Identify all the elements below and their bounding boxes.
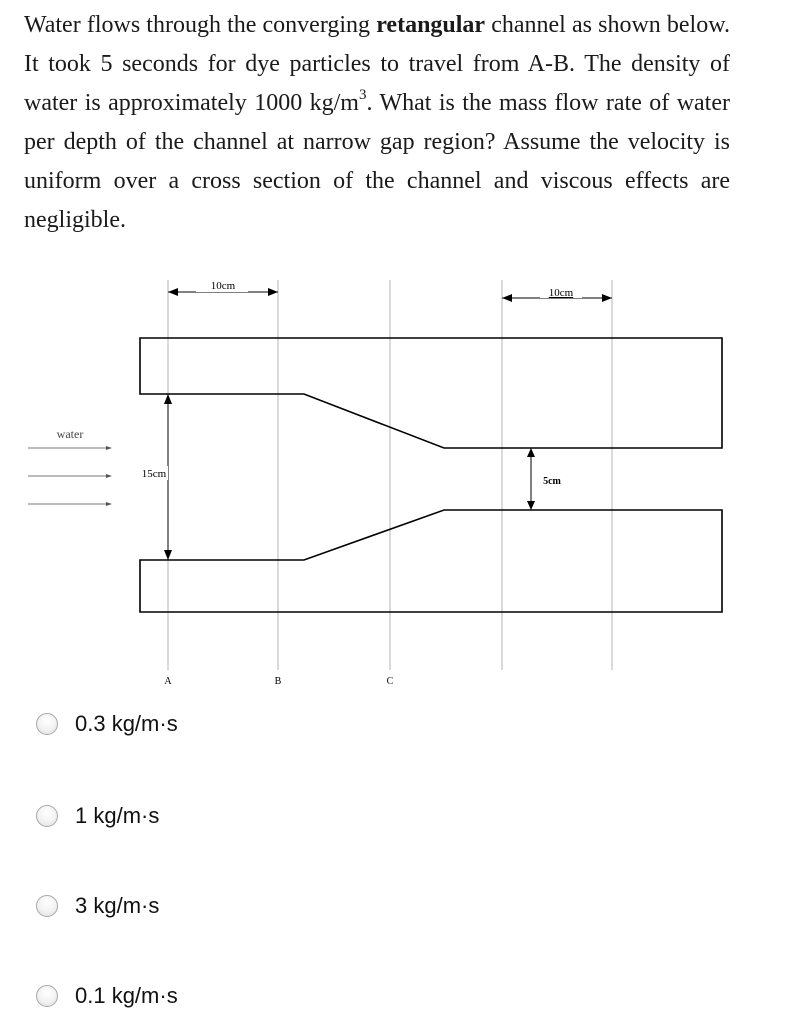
question-part-1: Water flows through the converging bbox=[24, 12, 377, 38]
answer-option-1[interactable] bbox=[36, 704, 178, 744]
question-text bbox=[24, 6, 730, 240]
answer-option-label[interactable]: 1 kg/m·s bbox=[75, 803, 160, 828]
question-part-3: . What is the mass flow rate of water per depth of the channel at narrow gap region? Assume the velocity is uniform over a cross section of the channel and viscous effects are negligible. bbox=[24, 90, 730, 233]
question-superscript: 3 bbox=[358, 87, 367, 103]
station-b-label: B bbox=[274, 676, 282, 687]
answer-option-4[interactable] bbox=[36, 976, 178, 1016]
question-part-2: channel as shown below. It took 5 seconds for dye particles to travel from A-B. The density of water is approximately 1000 kg/m bbox=[24, 12, 730, 116]
radio-button[interactable] bbox=[36, 713, 58, 735]
top-right-dimension-label: 10cm bbox=[548, 287, 574, 299]
station-c-label: C bbox=[386, 676, 394, 687]
upper-wall bbox=[140, 338, 722, 448]
answer-option-label[interactable]: 0.3 kg/m·s bbox=[75, 711, 178, 736]
water-label: water bbox=[56, 427, 84, 441]
answer-option-label[interactable]: 3 kg/m·s bbox=[75, 893, 160, 918]
question-bold-word: retangular bbox=[376, 12, 486, 38]
answer-option-3[interactable] bbox=[36, 886, 159, 926]
lower-wall bbox=[140, 510, 722, 612]
radio-button[interactable] bbox=[36, 985, 58, 1007]
left-gap-label: 15cm bbox=[141, 468, 167, 480]
station-a-label: A bbox=[164, 676, 172, 687]
radio-button[interactable] bbox=[36, 805, 58, 827]
answer-option-2[interactable] bbox=[36, 796, 159, 836]
right-gap-label: 5cm bbox=[543, 476, 561, 487]
top-left-dimension-label: 10cm bbox=[210, 280, 236, 292]
radio-button[interactable] bbox=[36, 895, 58, 917]
channel-diagram bbox=[0, 270, 804, 700]
answer-option-label[interactable]: 0.1 kg/m·s bbox=[75, 983, 178, 1008]
